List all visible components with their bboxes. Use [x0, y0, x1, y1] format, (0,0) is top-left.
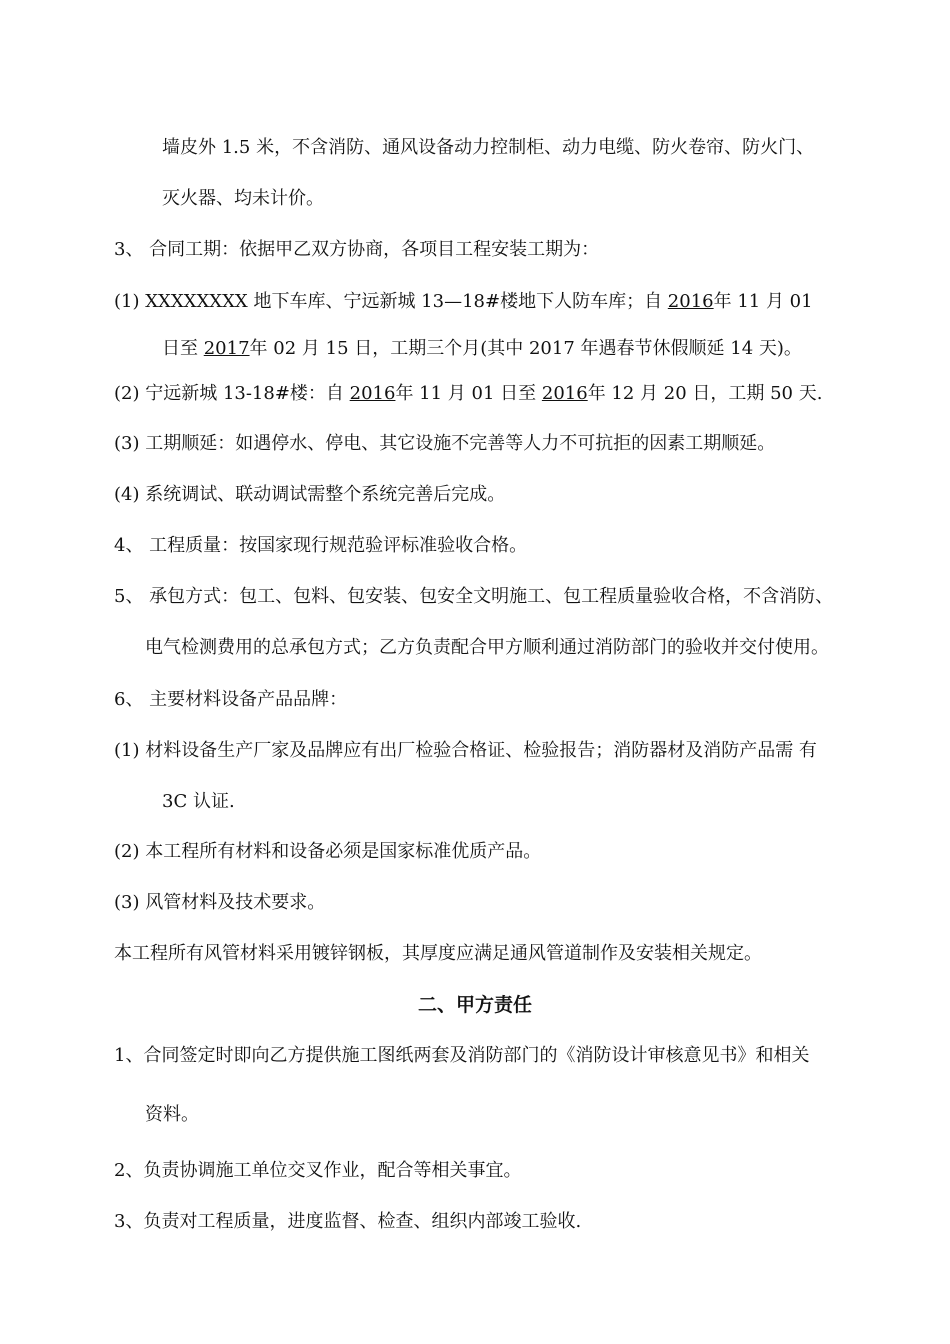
text-segment: 年 11 月 01 — [713, 291, 813, 312]
clause-5-cont: 电气检测费用的总承包方式；乙方负责配合甲方顺利通过消防部门的验收并交付使用。 — [145, 637, 829, 658]
text-segment: 日至 — [162, 338, 204, 359]
clause-6-item-1: (1) 材料设备生产厂家及品牌应有出厂检验合格证、检验报告；消防器材及消防产品需 有 — [114, 740, 817, 761]
clause-6: 6、 主要材料设备产品品牌： — [114, 689, 348, 710]
year-underlined: 2016 — [541, 383, 588, 404]
paragraph-line: 本工程所有风管材料采用镀锌钢板，其厚度应满足通风管道制作及安装相关规定。 — [114, 943, 762, 964]
clause-6-item-2: (2) 本工程所有材料和设备必须是国家标准优质产品。 — [114, 841, 542, 862]
clause-6-item-1-cont: 3C 认证. — [162, 791, 235, 812]
text-segment: (1) XXXXXXXX 地下车库、宁远新城 13—18#楼地下人防车库；自 — [114, 291, 668, 312]
party-a-item-3: 3、负责对工程质量，进度监督、检查、组织内部竣工验收. — [114, 1211, 582, 1232]
paragraph-line: 灭火器、均未计价。 — [162, 188, 324, 209]
year-underlined: 2016 — [349, 383, 396, 404]
text-segment: (2) 宁远新城 13-18#楼：自 — [114, 383, 350, 404]
year-underlined: 2017 — [203, 338, 250, 359]
clause-6-item-3: (3) 风管材料及技术要求。 — [114, 892, 326, 913]
party-a-item-2: 2、负责协调施工单位交叉作业，配合等相关事宜。 — [114, 1160, 522, 1181]
paragraph-line: 墙皮外 1.5 米，不含消防、通风设备动力控制柜、动力电缆、防火卷帘、防火门、 — [162, 137, 815, 158]
section-heading: 二、甲方责任 — [418, 994, 533, 1016]
party-a-item-1-cont: 资料。 — [145, 1104, 199, 1125]
clause-3-item-2 — [114, 382, 822, 406]
clause-3-item-1-cont — [162, 337, 802, 361]
year-underlined: 2016 — [667, 291, 714, 312]
clause-5: 5、 承包方式：包工、包料、包安装、包安全文明施工、包工程质量验收合格，不含消防、 — [114, 586, 834, 607]
text-segment: 年 11 月 01 日至 — [395, 383, 542, 404]
party-a-item-1: 1、合同签定时即向乙方提供施工图纸两套及消防部门的《消防设计审核意见书》和相关 — [114, 1045, 810, 1066]
clause-3-item-3: (3) 工期顺延：如遇停水、停电、其它设施不完善等人力不可抗拒的因素工期顺延。 — [114, 433, 776, 454]
clause-4: 4、 工程质量：按国家现行规范验评标准验收合格。 — [114, 535, 528, 556]
clause-3-item-4: (4) 系统调试、联动调试需整个系统完善后完成。 — [114, 484, 506, 505]
text-segment: 年 02 月 15 日，工期三个月(其中 2017 年遇春节休假顺延 14 天)。 — [249, 338, 802, 359]
text-segment: 年 12 月 20 日，工期 50 天. — [587, 383, 823, 404]
clause-3-item-1 — [114, 290, 813, 314]
clause-3: 3、 合同工期：依据甲乙双方协商，各项目工程安装工期为： — [114, 239, 600, 260]
